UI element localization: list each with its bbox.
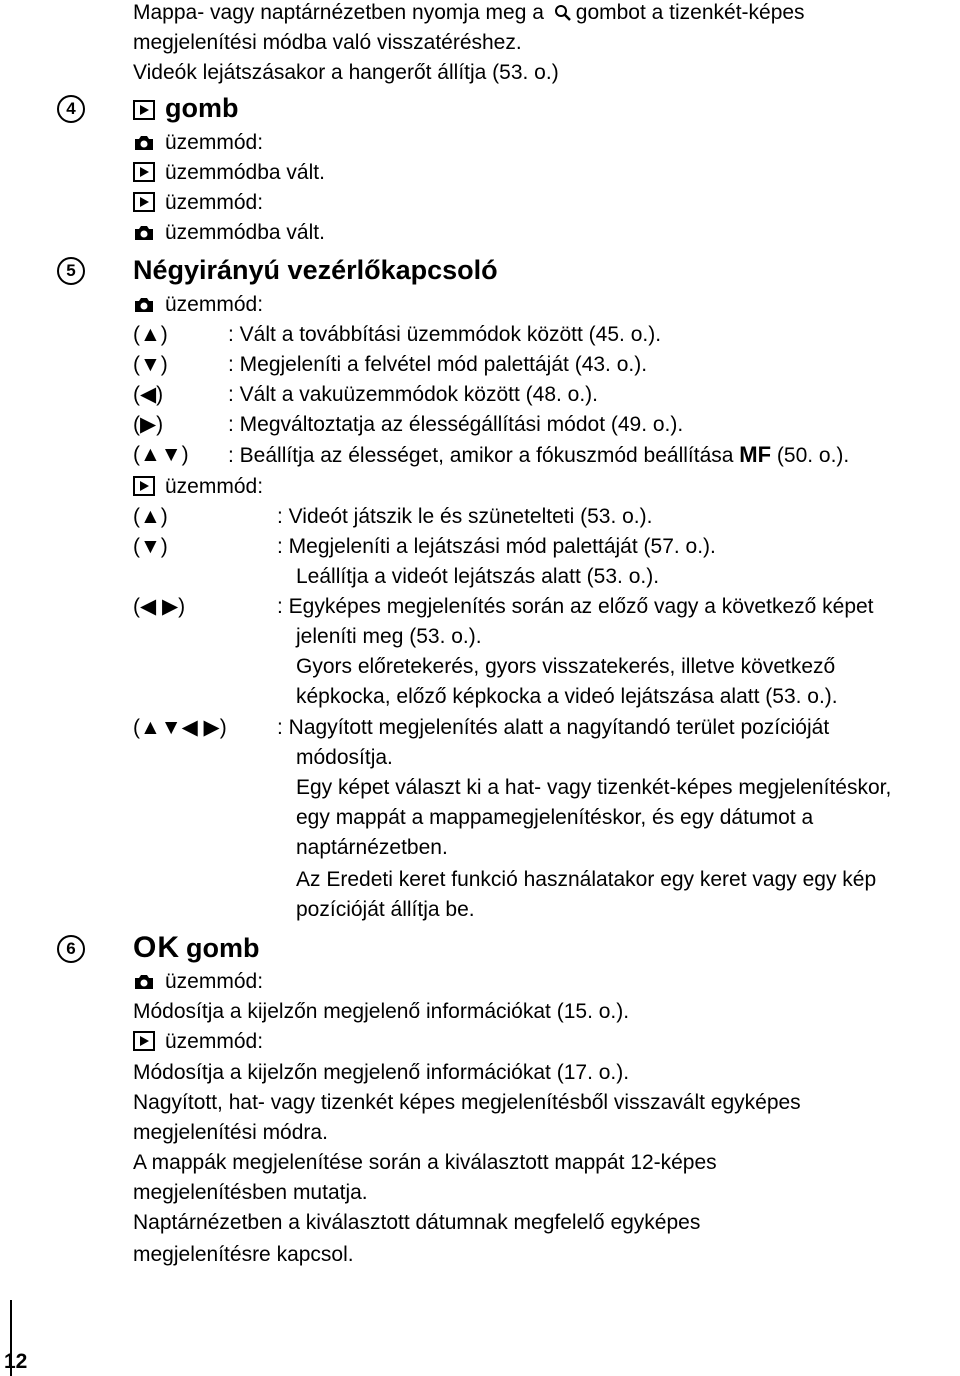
section-6-play-line-2: Nagyított, hat- vagy tizenkét képes megjelenítésből visszavált egyképes	[133, 1091, 801, 1114]
intro-line-1: Mappa- vagy naptárnézetben nyomja meg a gombot a tizenkét-képes	[133, 0, 805, 28]
rec-desc-up: : Vált a továbbítási üzemmódok között (45. o.).	[228, 323, 662, 346]
play-desc-lr-3: Gyors előretekerés, gyors visszatekerés, illetve következő	[296, 655, 836, 678]
section-6-rec-mode: üzemmód:	[133, 967, 263, 997]
section-6-play-mode: üzemmód:	[133, 1027, 263, 1057]
intro-line-2: megjelenítési módba való visszatéréshez.	[133, 31, 522, 54]
zoom-out-icon	[554, 1, 572, 31]
play-desc-all-2: módosítja.	[296, 746, 393, 769]
section-4-number: 4	[57, 95, 85, 123]
playback-icon	[133, 161, 155, 191]
play-desc-all-4: egy mappát a mappamegjelenítéskor, és egy dátumot a	[296, 806, 814, 829]
rec-key-right: (▶)	[133, 413, 164, 436]
camera-icon	[133, 970, 155, 1000]
play-desc-lr-1: : Egyképes megjelenítés során az előző vagy a következő képet	[277, 595, 874, 618]
play-key-up: (▲)	[133, 505, 168, 528]
section-6-rec-text: Módosítja a kijelzőn megjelenő információkat (15. o.).	[133, 1000, 630, 1023]
rec-desc-left: : Vált a vakuüzemmódok között (48. o.).	[228, 383, 599, 406]
section-6-play-line-5: megjelenítésben mutatja.	[133, 1181, 368, 1204]
play-desc-up: : Videót játszik le és szünetelteti (53. o.).	[277, 505, 653, 528]
play-desc-lr-4: képkocka, előző képkocka a videó lejátszása alatt (53. o.).	[296, 685, 838, 708]
rec-desc-right: : Megváltoztatja az élességállítási módot (49. o.).	[228, 413, 684, 436]
page-number: 12	[4, 1350, 28, 1373]
section-6-play-line-3: megjelenítési módra.	[133, 1121, 328, 1144]
section-5-title: Négyirányú vezérlőkapcsoló	[133, 255, 498, 285]
play-desc-all-7: pozícióját állítja be.	[296, 898, 475, 921]
camera-icon	[133, 131, 155, 161]
rec-key-left: (◀)	[133, 383, 164, 406]
section-6-play-line-6: Naptárnézetben a kiválasztott dátumnak megfelelő egyképes	[133, 1211, 701, 1234]
play-desc-all-5: naptárnézetben.	[296, 836, 448, 859]
section-6-title: OK gomb	[133, 931, 260, 964]
section-5-play-mode: üzemmód:	[133, 472, 263, 502]
ok-label: OK	[133, 931, 180, 964]
play-key-leftright: (◀ ▶)	[133, 595, 186, 618]
section-4-play-mode: üzemmód:	[133, 188, 263, 218]
playback-icon	[133, 475, 155, 505]
section-4-rec-action: üzemmódba vált.	[133, 158, 325, 188]
section-6-play-line-4: A mappák megjelenítése során a kiválasztott mappát 12-képes	[133, 1151, 717, 1174]
play-desc-down-1: : Megjeleníti a lejátszási mód palettáját (57. o.).	[277, 535, 716, 558]
mf-label: MF	[739, 442, 772, 467]
camera-icon	[133, 221, 155, 251]
section-5-number: 5	[57, 257, 85, 285]
section-4-title: gomb	[133, 93, 239, 123]
playback-icon	[133, 1030, 155, 1060]
play-desc-all-1: : Nagyított megjelenítés alatt a nagyítandó terület pozícióját	[277, 716, 830, 739]
section-6-play-line-7: megjelenítésre kapcsol.	[133, 1243, 354, 1266]
play-desc-all-6: Az Eredeti keret funkció használatakor egy keret vagy egy kép	[296, 868, 877, 891]
rec-key-up: (▲)	[133, 323, 168, 346]
section-6-play-line-1: Módosítja a kijelzőn megjelenő információkat (17. o.).	[133, 1061, 630, 1084]
rec-desc-updown: : Beállítja az élességet, amikor a fókuszmód beállítása MF (50. o.).	[228, 442, 850, 467]
intro-line-3: Videók lejátszásakor a hangerőt állítja (53. o.)	[133, 61, 559, 84]
playback-icon	[133, 96, 155, 126]
play-desc-down-2: Leállítja a videót lejátszás alatt (53. o.).	[296, 565, 660, 588]
playback-icon	[133, 191, 155, 221]
rec-key-down: (▼)	[133, 353, 168, 376]
play-desc-lr-2: jeleníti meg (53. o.).	[296, 625, 482, 648]
rec-desc-down: : Megjeleníti a felvétel mód palettáját (43. o.).	[228, 353, 648, 376]
section-4-play-action: üzemmódba vált.	[133, 218, 325, 248]
play-desc-all-3: Egy képet választ ki a hat- vagy tizenkét-képes megjelenítéskor,	[296, 776, 892, 799]
play-key-all: (▲▼◀ ▶)	[133, 716, 227, 739]
section-6-number: 6	[57, 935, 85, 963]
section-4-rec-mode: üzemmód:	[133, 128, 263, 158]
play-key-down: (▼)	[133, 535, 168, 558]
camera-icon	[133, 293, 155, 323]
section-5-rec-mode: üzemmód:	[133, 290, 263, 320]
rec-key-updown: (▲▼)	[133, 443, 189, 466]
